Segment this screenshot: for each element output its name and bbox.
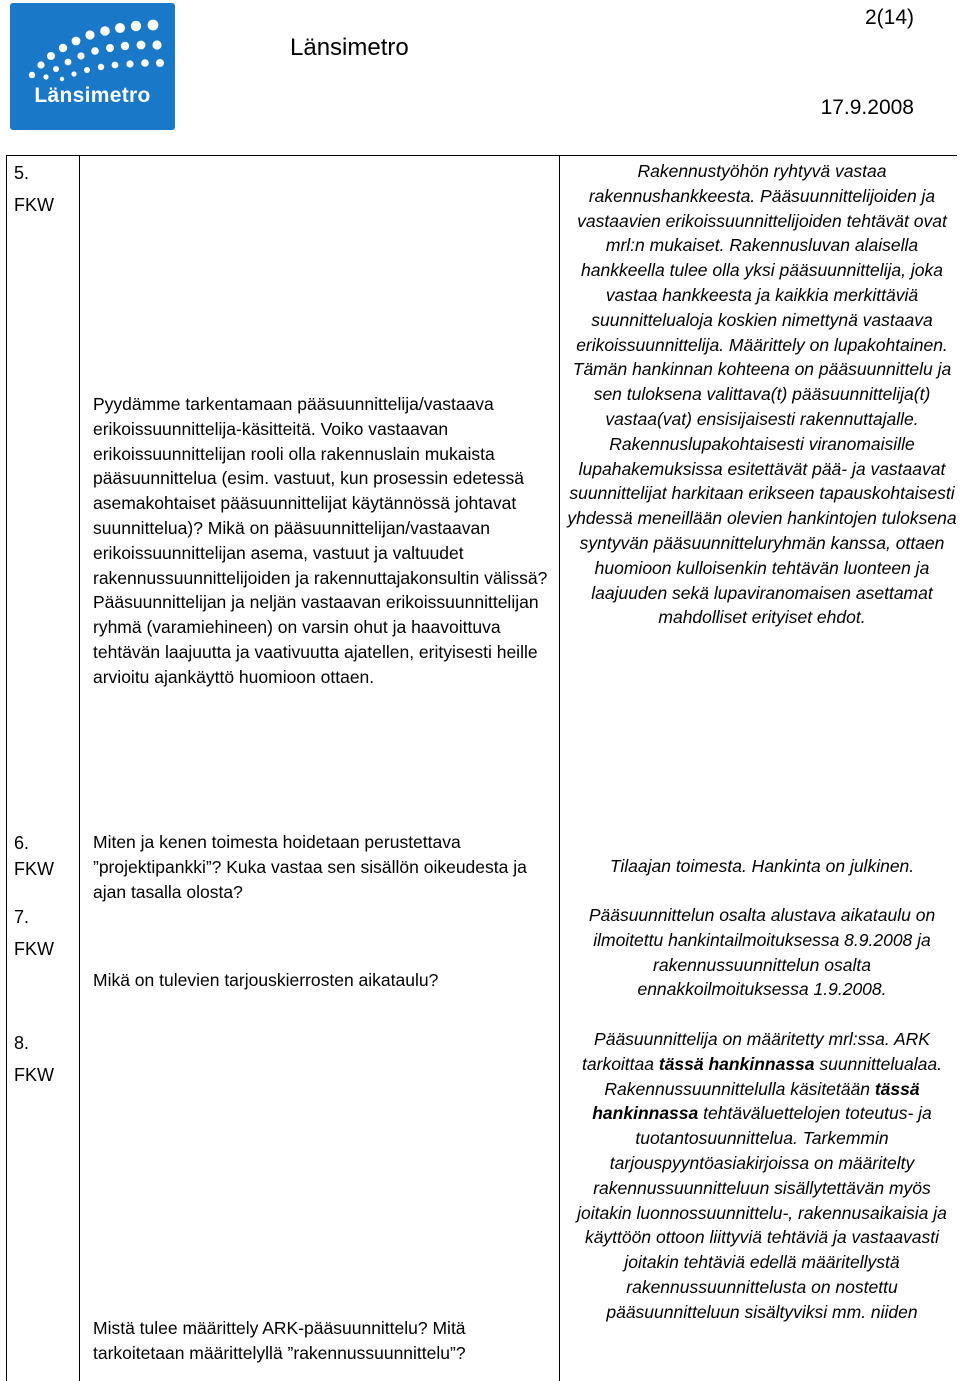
logo-text: Länsimetro — [34, 84, 151, 107]
answer-part: tehtäväluettelojen toteutus- ja tuotantosuunnittelua. Tarkemmin tarjouspyyntöasiakirjoissa on määritelty rakennussuunnitteluun sisällytettävän myös joitakin luonnossuunnittelu-, rakennusaikaisia ja käyttöön ottoon liittyviä tehtäviä ja vastaavasti joitakin tehtäviä edellä määritellystä rakennussuunnittelusta on nostettu pääsuunnitteluun sisältyviksi mm. niiden — [577, 1103, 947, 1322]
answer-emphasis: tässä hankinnassa — [592, 1078, 920, 1124]
column-divider — [79, 156, 80, 1381]
lansimetro-logo — [10, 3, 175, 130]
row-number-cell — [14, 830, 79, 882]
question-text: Miten ja kenen toimesta hoidetaan perustettava ”projektipankki”? Kuka vastaa sen sisällön oikeudesta ja ajan tasalla olosta? — [93, 832, 527, 902]
answer-text: Tilaajan toimesta. Hankinta on julkinen. — [609, 856, 915, 876]
answer-part: suunnittelualaa. Rakennussuunnittelulla käsitetään — [604, 1053, 942, 1099]
column-divider — [559, 156, 560, 1381]
row-code: FKW — [14, 859, 54, 879]
row-code: FKW — [14, 939, 54, 959]
document-date: 17.9.2008 — [820, 96, 914, 119]
row-code: FKW — [14, 1065, 54, 1085]
answer-text: Pääsuunnittelun osalta alustava aikataulu on ilmoitettu hankintailmoituksessa 8.9.2008 ja rakennussuunnittelun osalta ennakkoilmoituksessa 1.9.2008. — [588, 905, 936, 1000]
row-number-cell — [14, 904, 79, 962]
row-number: 6. — [14, 833, 30, 853]
row-number: 8. — [14, 1033, 30, 1053]
row-code: FKW — [14, 195, 54, 215]
row-number-cell — [14, 1030, 79, 1088]
qa-table — [6, 155, 957, 1381]
answer-emphasis: tässä hankinnassa — [658, 1053, 815, 1074]
question-text: Pyydämme tarkentamaan pääsuunnittelija/vastaava erikoissuunnittelija-käsitteitä. Voiko vastaavan erikoissuunnittelijan rooli olla rakennuslain mukaista pääsuunnittelua (esim. vastuut, kun prosessin edetessä asemakohtaiset pääsuunnittelijat käytännössä johtavat suunnittelua)? Mikä on pääsuunnittelijan/vastaavan erikoissuunnittelijan asema, vastuut ja valtuudet rakennussuunnittelijoiden ja rakennuttajakonsultin välissä? Pääsuunnittelijan ja neljän vastaavan erikoissuunnittelijan ryhmä (varamiehineen) on varsin ohut ja haavoittuva tehtävän laajuutta ja vaativuutta ajatellen, erityisesti heille arvioitu ajankäyttö huomioon ottaen. — [93, 394, 548, 687]
page-number: 2(14) — [864, 6, 914, 29]
answer-part: Pääsuunnittelija on määritetty mrl:ssa. ARK tarkoittaa — [582, 1029, 930, 1074]
row-number-cell — [14, 160, 79, 218]
question-text: Mistä tulee määrittely ARK-pääsuunnittelu? Mitä tarkoitetaan määrittelyllä ”rakennussuunnittelu”? — [93, 1318, 466, 1363]
row-number: 7. — [14, 907, 30, 927]
row-number: 5. — [14, 163, 30, 183]
logo-dots-graphic — [10, 3, 175, 130]
answer-text — [567, 1027, 957, 1325]
question-text: Mikä on tulevien tarjouskierrosten aikataulu? — [93, 970, 439, 990]
document-title: Länsimetro — [290, 34, 409, 61]
answer-text: Rakennustyöhön ryhtyvä vastaa rakennushankkeesta. Pääsuunnittelijoiden ja vastaavien erikoissuunnittelijoiden tehtävät ovat mrl:n mukaiset. Rakennusluvan alaisella hankkeella tulee olla yksi pääsuunnittelija, joka vastaa hankkeesta ja kaikkia merkittäviä suunnittelualoja koskien nimettynä vastaava erikoissuunnittelija. Määrittely on lupakohtainen. Tämän hankinnan kohteena on pääsuunnittelu ja sen tuloksena valittava(t) pääsuunnittelija(t) vastaa(vat) ensisijaisesti rakennuttajalle. Rakennuslupakohtaisesti viranomaisille lupahakemuksissa esitettävät pää- ja vastaavat suunnittelijat harkitaan erikseen tapauskohtaisesti yhdessä meneillään olevien hankintojen tuloksena syntyvän pääsuunnitteluryhmän kanssa, ottaen huomioon kulloisenkin tehtävän luonteen ja laajuuden sekä lupaviranomaisen asettamat mahdolliset erityiset ehdot. — [567, 161, 957, 628]
